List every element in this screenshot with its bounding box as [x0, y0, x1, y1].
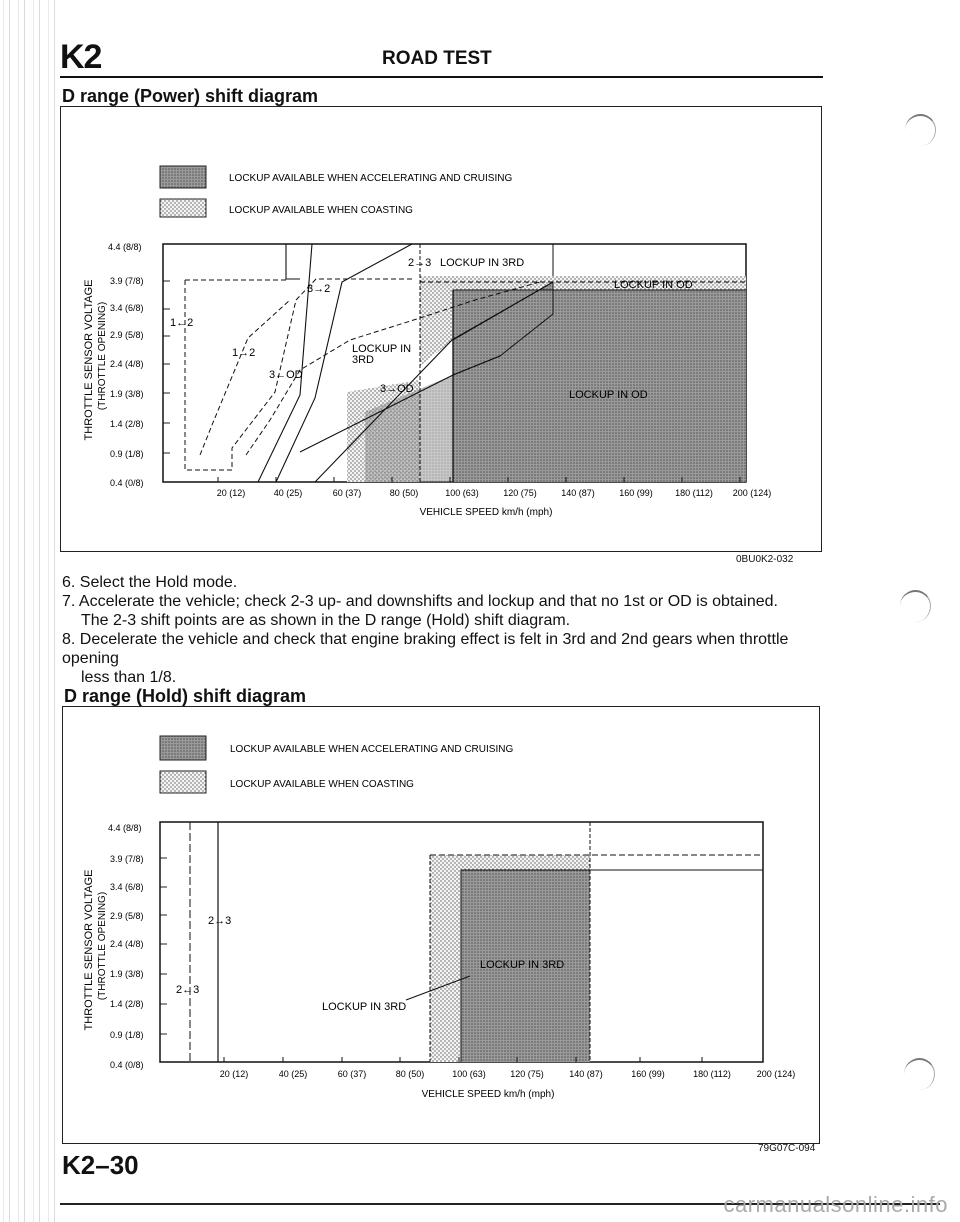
hold-y-tick: 0.9 (1/8)	[110, 1030, 144, 1040]
hold-y-tick: 2.9 (5/8)	[110, 911, 144, 921]
hold-y-tickmarks	[160, 858, 167, 1034]
hold-x-tick: 60 (37)	[337, 1069, 367, 1079]
power-label-up3od: 3→OD	[380, 383, 414, 395]
legend-swatch-coasting	[160, 199, 206, 217]
power-y-tick: 1.4 (2/8)	[110, 419, 144, 429]
section-code: K2	[60, 38, 102, 76]
hold-x-axis-label: VEHICLE SPEED km/h (mph)	[421, 1089, 555, 1100]
hold-x-tick: 200 (124)	[756, 1069, 796, 1079]
power-x-tick: 120 (75)	[503, 488, 537, 498]
step-text: Decelerate the vehicle and check that engine braking effect is felt in 3rd and 2nd gears when throttle opening	[62, 631, 789, 667]
hold-y-tick: 2.4 (4/8)	[110, 939, 144, 949]
hold-x-tick: 180 (112)	[693, 1069, 731, 1079]
power-label-lockup3rd-top: LOCKUP IN 3RD	[440, 257, 525, 269]
step-6	[62, 573, 827, 592]
power-x-ticks	[217, 488, 772, 498]
hold-x-tick: 100 (63)	[452, 1069, 486, 1079]
hold-label-down23: 2←3	[176, 984, 200, 996]
power-x-axis-label: VEHICLE SPEED km/h (mph)	[419, 507, 553, 518]
power-x-tick: 140 (87)	[561, 488, 595, 498]
power-label-lockupod-top: LOCKUP IN OD	[614, 279, 693, 291]
power-y-tick: 3.4 (6/8)	[110, 303, 144, 313]
power-shift-diagram	[0, 0, 960, 560]
power-x-tick: 20 (12)	[216, 488, 246, 498]
hold-x-tick: 140 (87)	[569, 1069, 603, 1079]
power-y-tickmarks	[163, 281, 170, 453]
power-x-tick: 180 (112)	[675, 488, 713, 498]
hold-label-lockup3rd-box: LOCKUP IN 3RD	[480, 959, 565, 971]
power-y-axis-label: THROTTLE SENSOR VOLTAGE	[83, 279, 95, 441]
power-x-tick: 80 (50)	[389, 488, 419, 498]
hold-diagram-title: D range (Hold) shift diagram	[64, 686, 307, 706]
power-y-tick: 1.9 (3/8)	[110, 389, 144, 399]
power-y-axis-sublabel: (THROTTLE OPENING)	[97, 301, 108, 411]
step-7	[62, 592, 827, 630]
hold-legend-swatch-accelerating	[160, 736, 206, 760]
step-text-continued: less than 1/8.	[81, 669, 177, 686]
hold-x-tick: 120 (75)	[510, 1069, 544, 1079]
power-y-tick: 0.9 (1/8)	[110, 449, 144, 459]
hold-x-tick: 80 (50)	[395, 1069, 425, 1079]
power-y-tick: 0.4 (0/8)	[110, 478, 144, 488]
margin-mark	[900, 590, 931, 622]
step-text: Select the Hold mode.	[79, 574, 238, 591]
hold-y-tick: 3.4 (6/8)	[110, 882, 144, 892]
power-label-down3od: 3←OD	[269, 369, 303, 381]
power-diagram-title: D range (Power) shift diagram	[62, 86, 319, 106]
hold-label-lockup3rd-callout: LOCKUP IN 3RD	[322, 1001, 407, 1013]
hold-label-up23: 2→3	[208, 915, 232, 927]
power-y-tick: 2.9 (5/8)	[110, 330, 144, 340]
hold-y-tick: 0.4 (0/8)	[110, 1060, 144, 1070]
step-number: 7.	[62, 593, 76, 610]
hold-x-tick: 40 (25)	[278, 1069, 308, 1079]
page-title: ROAD TEST	[382, 48, 492, 69]
power-label-lockup3rd-mid-2: 3RD	[352, 354, 375, 366]
power-label-lockupod-mid: LOCKUP IN OD	[569, 389, 648, 401]
power-x-tick: 160 (99)	[619, 488, 653, 498]
hold-x-tick: 160 (99)	[631, 1069, 665, 1079]
hold-y-tick: 3.9 (7/8)	[110, 854, 144, 864]
power-label-down12: 1←2	[170, 317, 194, 329]
power-x-tick: 60 (37)	[332, 488, 362, 498]
page-number: K2–30	[62, 1150, 139, 1180]
hold-legend-label-coasting: LOCKUP AVAILABLE WHEN COASTING	[230, 779, 414, 790]
hold-y-axis-sublabel: (THROTTLE OPENING)	[97, 891, 108, 1001]
hold-y-tick: 1.9 (3/8)	[110, 969, 144, 979]
power-figure-code: 0BU0K2-032	[736, 554, 794, 565]
step-text-continued: The 2-3 shift points are as shown in the D range (Hold) shift diagram.	[81, 612, 571, 629]
power-label-lockup3rd-mid-1: LOCKUP IN	[352, 343, 412, 355]
power-x-tick: 200 (124)	[732, 488, 772, 498]
hold-x-tick: 20 (12)	[219, 1069, 249, 1079]
power-down21-top	[286, 244, 300, 279]
power-x-tick: 100 (63)	[445, 488, 479, 498]
hold-y-ticks	[108, 823, 144, 1070]
hold-y-tick: 4.4 (8/8)	[108, 823, 142, 833]
margin-mark	[905, 114, 936, 146]
hold-legend-label-accelerating: LOCKUP AVAILABLE WHEN ACCELERATING AND CRUISING	[230, 744, 514, 755]
power-label-down32: 3→2	[307, 283, 331, 295]
hold-shift-diagram	[0, 700, 960, 1120]
power-y-tick: 4.4 (8/8)	[108, 242, 142, 252]
power-y-ticks	[108, 242, 144, 488]
power-y-tick: 3.9 (7/8)	[110, 276, 144, 286]
hold-figure-code: 79G07C-094	[758, 1143, 816, 1154]
power-x-tick: 40 (25)	[273, 488, 303, 498]
hold-x-ticks	[220, 1069, 796, 1079]
legend-label-accelerating: LOCKUP AVAILABLE WHEN ACCELERATING AND CRUISING	[229, 173, 513, 184]
margin-mark	[904, 1058, 935, 1090]
power-label-up12: 1→2	[232, 347, 256, 359]
watermark-text: carmanualsonline.info	[723, 1192, 948, 1217]
step-8	[62, 630, 827, 687]
power-y-tick: 2.4 (4/8)	[110, 359, 144, 369]
hold-legend-swatch-coasting	[160, 771, 206, 793]
step-number: 6.	[62, 574, 76, 591]
step-text: Accelerate the vehicle; check 2-3 up- and downshifts and lockup and that no 1st or OD is obtained.	[78, 593, 778, 610]
legend-label-coasting: LOCKUP AVAILABLE WHEN COASTING	[229, 205, 413, 216]
legend-swatch-accelerating	[160, 166, 206, 188]
power-label-up23: 2→3	[408, 257, 432, 269]
hold-y-tick: 1.4 (2/8)	[110, 999, 144, 1009]
step-number: 8.	[62, 631, 76, 648]
hold-y-axis-label: THROTTLE SENSOR VOLTAGE	[83, 869, 95, 1031]
